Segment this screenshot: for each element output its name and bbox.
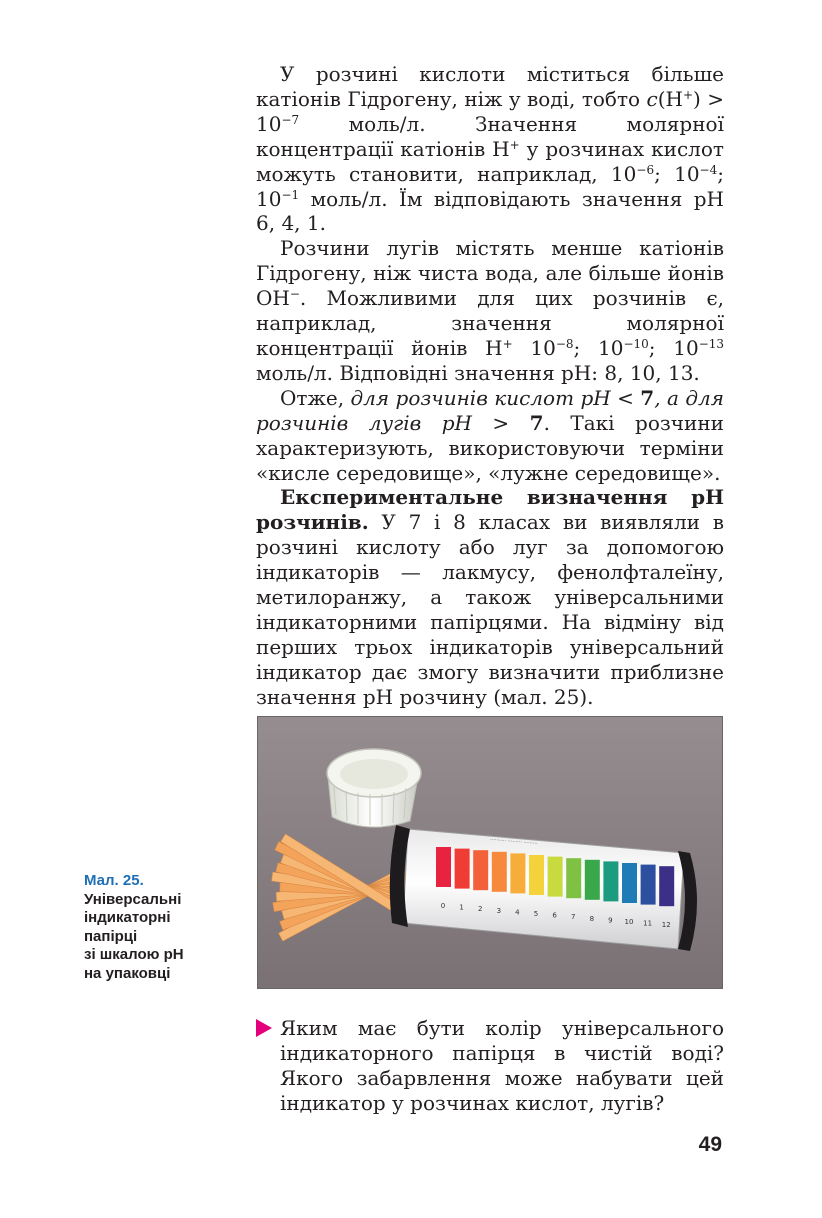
ph-color-swatch: [566, 858, 581, 898]
text-run: У розчині кислоти міститься більше катіонів Гідрогену, ніж у воді, тобто: [256, 62, 724, 111]
ph-indicator-photo: [257, 716, 723, 989]
main-text: [256, 62, 724, 710]
superscript: +: [502, 336, 513, 351]
paragraph-alkali-solutions: [256, 236, 724, 385]
text-run: моль/л. Їм відповідають значення pH 6, 4, 1.: [256, 186, 724, 236]
superscript: −6: [636, 162, 655, 177]
ph-color-swatch: [622, 863, 637, 903]
ph-color-swatch: [455, 849, 470, 889]
text-run: 10: [512, 335, 556, 360]
text-run: моль/л. Значення молярної концентрації катіонів H: [256, 111, 724, 161]
bold-number: 7: [529, 410, 544, 435]
ph-scale-number: 11: [643, 919, 653, 928]
ph-scale-number: 4: [515, 908, 520, 917]
ph-scale-number: 6: [552, 911, 557, 920]
text-run: ) > 10: [256, 86, 724, 136]
bold-number: 7: [640, 385, 655, 410]
figure-caption: [84, 872, 224, 983]
superscript: +: [682, 87, 694, 102]
ph-color-swatch: [492, 852, 507, 892]
question-block: [256, 1016, 724, 1116]
superscript: −8: [555, 336, 574, 351]
text-run: у розчинах кислот можуть становити, наприклад, 10: [256, 136, 724, 186]
ph-scale-number: 10: [624, 918, 634, 926]
paragraph-conclusion: [256, 386, 724, 486]
text-run: ; 10: [648, 335, 699, 360]
paragraph-acid-solutions: [256, 62, 724, 236]
superscript: −1: [281, 187, 300, 202]
superscript: −4: [699, 162, 718, 177]
ph-color-swatch: [641, 865, 656, 905]
concentration-symbol: c: [646, 86, 658, 111]
ph-color-swatch: [659, 866, 674, 906]
superscript: −: [289, 287, 300, 302]
italic-statement: для розчинів кислот pH <: [350, 385, 641, 410]
ph-scale-number: 9: [608, 916, 613, 925]
question-marker-icon: [256, 1019, 272, 1037]
ph-color-swatch: [436, 847, 451, 887]
ph-scale-number: 12: [661, 921, 671, 930]
text-run: моль/л. Відповідні значення pH: 8, 10, 13.: [256, 360, 700, 385]
paragraph-experimental: [256, 485, 724, 709]
text-run: . Такі розчини характеризують, використовуючи терміни «кисле середовище», «лужне середовище».: [256, 410, 724, 485]
text-run: (H: [657, 86, 683, 111]
figure-caption-text: Універсальні індикаторні папірці зі шкалою pH на упаковці: [84, 890, 184, 982]
text-run: У 7 і 8 класах ви виявляли в розчині кислоту або луг за допомогою індикаторів — лакмусу, фенолфталеїну, метилоранжу, а також універсальними індикаторними папірцями. На відміну від перших трьох індикаторів універсальний індикатор дає змогу визначити приблизне значення pH розчину (мал. 25).: [256, 510, 724, 709]
ph-color-swatch: [548, 857, 563, 897]
superscript: −7: [281, 112, 300, 127]
container-cap: [327, 749, 421, 827]
question-text: Яким має бути колір універсального індикаторного папірця в чистій воді? Якого забарвлення може набувати цей індикатор у розчинах кислот, лугів?: [280, 1016, 724, 1115]
photo-illustration: [258, 717, 722, 988]
figure-number: Мал. 25.: [84, 872, 144, 889]
svg-text:·········· ········· ·········: ·········· ········· ·········: [489, 837, 538, 848]
superscript: +: [509, 137, 520, 152]
ph-scale-number: 7: [570, 913, 576, 922]
text-run: ; 10: [654, 161, 700, 186]
ph-scale-number: 5: [533, 910, 539, 918]
ph-scale-number: 2: [477, 905, 483, 914]
text-run: Отже,: [280, 385, 351, 410]
page-number: 49: [698, 1133, 722, 1156]
ph-color-swatch: [529, 855, 544, 895]
ph-color-swatch: [473, 850, 488, 890]
text-run: . Можливими для цих розчинів є, наприклад, значення молярної концентрації йонів H: [256, 286, 724, 360]
italic-statement: , а для розчинів лугів pH >: [256, 385, 724, 435]
text-run: ; 10: [256, 161, 724, 211]
text-run: ; 10: [573, 335, 624, 360]
ph-scale-number: 3: [496, 906, 502, 915]
ph-color-swatch: [603, 861, 618, 901]
section-heading: Експериментальне визначення pH розчинів.: [256, 485, 724, 535]
superscript: −13: [698, 336, 725, 351]
ph-color-swatch: [585, 860, 600, 900]
text-run: Розчини лугів містять менше катіонів Гідрогену, ніж чиста вода, але більше йонів OH: [256, 236, 724, 311]
ph-scale-number: 8: [589, 914, 595, 923]
ph-color-swatch: [510, 853, 525, 893]
ph-scale-number: 1: [459, 903, 464, 912]
superscript: −10: [623, 336, 649, 351]
ph-scale-number: 0: [440, 902, 446, 910]
